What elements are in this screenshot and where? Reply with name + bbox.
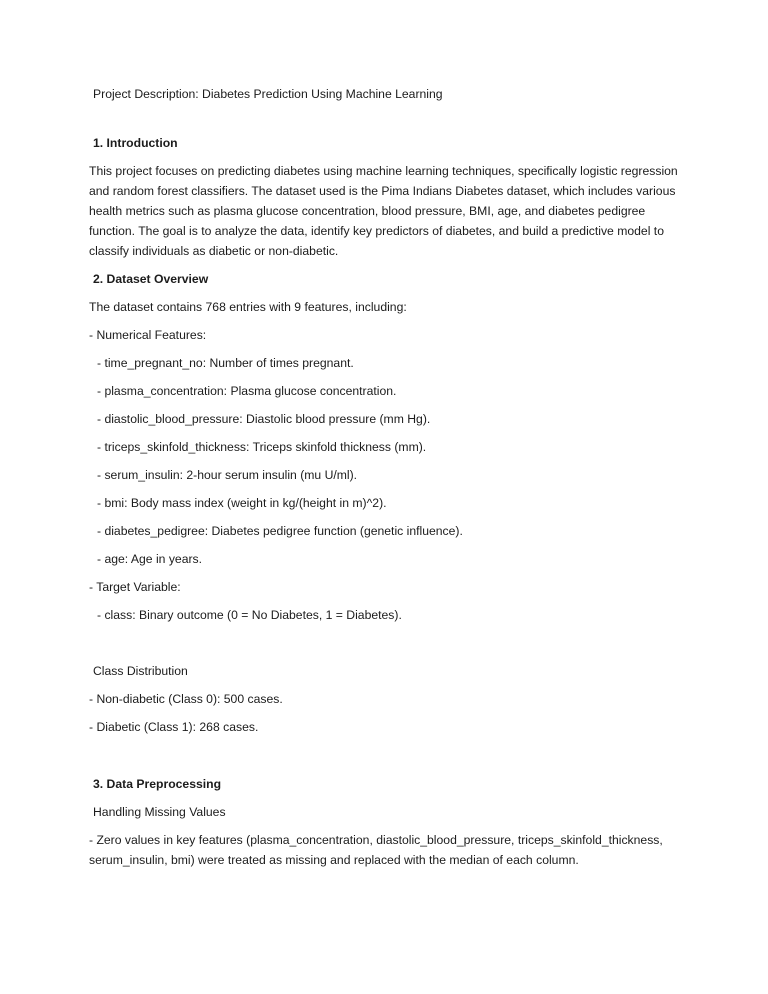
numerical-features-label: - Numerical Features: — [89, 328, 207, 342]
list-item: - serum_insulin: 2-hour serum insulin (mu U/ml). — [97, 468, 358, 482]
target-variable-label: - Target Variable: — [89, 580, 181, 594]
document-title: Project Description: Diabetes Prediction Using Machine Learning — [93, 87, 443, 101]
list-item: - Diabetic (Class 1): 268 cases. — [89, 720, 259, 734]
list-item: - time_pregnant_no: Number of times pregnant. — [97, 356, 354, 370]
heading-data-preprocessing: 3. Data Preprocessing — [93, 777, 222, 791]
list-item: - diabetes_pedigree: Diabetes pedigree function (genetic influence). — [97, 524, 463, 538]
list-item: - class: Binary outcome (0 = No Diabetes, 1 = Diabetes). — [97, 608, 402, 622]
heading-handling-missing-values: Handling Missing Values — [93, 805, 226, 819]
heading-class-distribution: Class Distribution — [93, 664, 188, 678]
paragraph-introduction: This project focuses on predicting diabetes using machine learning techniques, specifically logistic regression and random forest classifiers. The dataset used is the Pima Indians Diabetes dataset, which includes various health metrics such as plasma glucose concentration, blood pressure, BMI, age, and diabetes pedigree function. The goal is to analyze the data, identify key predictors of diabetes, and build a predictive model to classify individuals as diabetic or non-diabetic. — [89, 164, 682, 258]
list-item: - age: Age in years. — [97, 552, 203, 566]
list-item: - triceps_skinfold_thickness: Triceps skinfold thickness (mm). — [97, 440, 427, 454]
document-body — [89, 84, 682, 870]
title-spacer — [89, 104, 678, 133]
list-item: - Non-diabetic (Class 0): 500 cases. — [89, 692, 283, 706]
list-item: - plasma_concentration: Plasma glucose concentration. — [97, 384, 397, 398]
dataset-entry-count: The dataset contains 768 entries with 9 features, including: — [89, 300, 407, 314]
heading-introduction: 1. Introduction — [93, 136, 178, 150]
class-distribution-spacer — [89, 633, 678, 661]
list-item: - diastolic_blood_pressure: Diastolic blood pressure (mm Hg). — [97, 412, 431, 426]
paragraph-handling-missing-values: - Zero values in key features (plasma_concentration, diastolic_blood_pressure, triceps_skinfold_thickness, serum_insulin, bmi) were treated as missing and replaced with the median of each column. — [89, 833, 667, 867]
preprocessing-spacer — [89, 745, 678, 774]
heading-dataset-overview: 2. Dataset Overview — [93, 272, 209, 286]
list-item: - bmi: Body mass index (weight in kg/(height in m)^2). — [97, 496, 387, 510]
